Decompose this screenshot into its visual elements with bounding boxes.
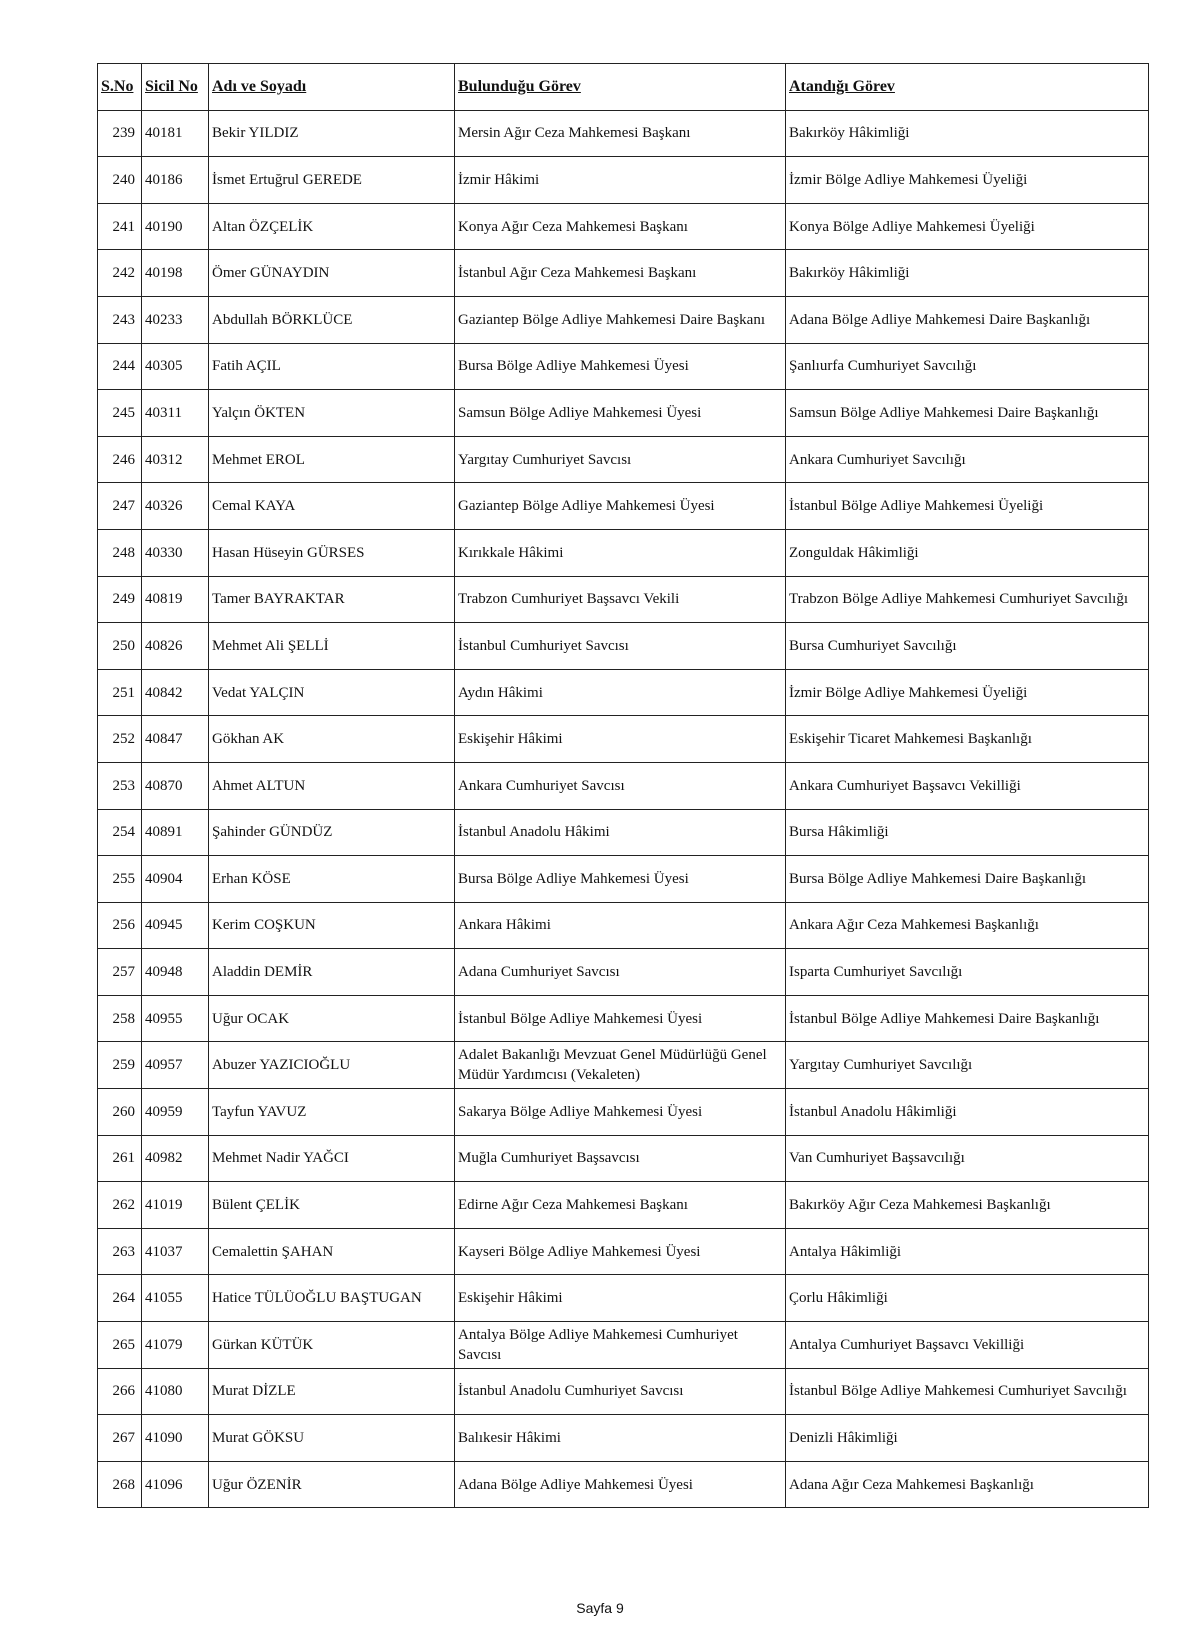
cell-sno: 266 [98,1368,142,1415]
cell-assigned-position: Eskişehir Ticaret Mahkemesi Başkanlığı [786,716,1149,763]
cell-sno: 258 [98,995,142,1042]
cell-current-position: İstanbul Cumhuriyet Savcısı [455,623,786,670]
cell-sicil-no: 41096 [142,1461,209,1508]
cell-sicil-no: 40190 [142,203,209,250]
cell-assigned-position: İzmir Bölge Adliye Mahkemesi Üyeliği [786,157,1149,204]
cell-name: Cemal KAYA [209,483,455,530]
cell-sicil-no: 40955 [142,995,209,1042]
cell-current-position: Konya Ağır Ceza Mahkemesi Başkanı [455,203,786,250]
cell-assigned-position: Trabzon Bölge Adliye Mahkemesi Cumhuriyet Savcılığı [786,576,1149,623]
cell-name: Mehmet EROL [209,436,455,483]
table-row [98,716,1149,763]
cell-sno: 255 [98,856,142,903]
cell-assigned-position: Çorlu Hâkimliği [786,1275,1149,1322]
cell-sno: 248 [98,529,142,576]
cell-name: Vedat YALÇIN [209,669,455,716]
table-row [98,995,1149,1042]
cell-assigned-position: Bursa Bölge Adliye Mahkemesi Daire Başkanlığı [786,856,1149,903]
table-row [98,1182,1149,1229]
cell-current-position: Balıkesir Hâkimi [455,1415,786,1462]
cell-current-position: Yargıtay Cumhuriyet Savcısı [455,436,786,483]
table-row [98,529,1149,576]
cell-name: Mehmet Ali ŞELLİ [209,623,455,670]
cell-assigned-position: Antalya Cumhuriyet Başsavcı Vekilliği [786,1322,1149,1369]
cell-sno: 265 [98,1322,142,1369]
cell-current-position: Trabzon Cumhuriyet Başsavcı Vekili [455,576,786,623]
cell-current-position: Ankara Cumhuriyet Savcısı [455,762,786,809]
assignment-table [97,63,1149,1508]
cell-current-position: Bursa Bölge Adliye Mahkemesi Üyesi [455,343,786,390]
cell-sicil-no: 40186 [142,157,209,204]
cell-assigned-position: Yargıtay Cumhuriyet Savcılığı [786,1042,1149,1089]
cell-sno: 256 [98,902,142,949]
cell-sicil-no: 41037 [142,1228,209,1275]
table-row [98,1461,1149,1508]
cell-name: Fatih AÇIL [209,343,455,390]
table-row [98,902,1149,949]
cell-assigned-position: Denizli Hâkimliği [786,1415,1149,1462]
table-row [98,949,1149,996]
table-row [98,1228,1149,1275]
cell-sicil-no: 41080 [142,1368,209,1415]
cell-sicil-no: 41019 [142,1182,209,1229]
cell-assigned-position: Adana Ağır Ceza Mahkemesi Başkanlığı [786,1461,1149,1508]
cell-sicil-no: 40819 [142,576,209,623]
cell-name: Abuzer YAZICIOĞLU [209,1042,455,1089]
cell-name: Cemalettin ŞAHAN [209,1228,455,1275]
cell-sno: 242 [98,250,142,297]
table-row [98,1415,1149,1462]
cell-name: Abdullah BÖRKLÜCE [209,296,455,343]
cell-assigned-position: Zonguldak Hâkimliği [786,529,1149,576]
cell-sicil-no: 41079 [142,1322,209,1369]
cell-assigned-position: İstanbul Anadolu Hâkimliği [786,1089,1149,1136]
cell-sicil-no: 40312 [142,436,209,483]
cell-sno: 250 [98,623,142,670]
column-header-assigned-position: Atandığı Görev [786,64,1149,111]
cell-sicil-no: 40305 [142,343,209,390]
table-row [98,483,1149,530]
cell-current-position: Kırıkkale Hâkimi [455,529,786,576]
cell-sno: 263 [98,1228,142,1275]
cell-current-position: Ankara Hâkimi [455,902,786,949]
cell-name: Aladdin DEMİR [209,949,455,996]
cell-name: Hatice TÜLÜOĞLU BAŞTUGAN [209,1275,455,1322]
cell-sicil-no: 40847 [142,716,209,763]
cell-current-position: Samsun Bölge Adliye Mahkemesi Üyesi [455,390,786,437]
cell-current-position: Gaziantep Bölge Adliye Mahkemesi Üyesi [455,483,786,530]
cell-sno: 268 [98,1461,142,1508]
cell-current-position: Muğla Cumhuriyet Başsavcısı [455,1135,786,1182]
cell-name: Altan ÖZÇELİK [209,203,455,250]
table-row [98,1275,1149,1322]
cell-sicil-no: 40198 [142,250,209,297]
table-row [98,296,1149,343]
cell-sicil-no: 40181 [142,110,209,157]
cell-current-position: Gaziantep Bölge Adliye Mahkemesi Daire Başkanı [455,296,786,343]
cell-assigned-position: Ankara Cumhuriyet Savcılığı [786,436,1149,483]
column-header-name: Adı ve Soyadı [209,64,455,111]
table-row [98,436,1149,483]
cell-assigned-position: Antalya Hâkimliği [786,1228,1149,1275]
cell-sno: 254 [98,809,142,856]
cell-name: Yalçın ÖKTEN [209,390,455,437]
cell-name: Bekir YILDIZ [209,110,455,157]
cell-name: Ömer GÜNAYDIN [209,250,455,297]
cell-assigned-position: Van Cumhuriyet Başsavcılığı [786,1135,1149,1182]
table-row [98,1042,1149,1089]
cell-sicil-no: 40870 [142,762,209,809]
cell-sno: 267 [98,1415,142,1462]
cell-assigned-position: İstanbul Bölge Adliye Mahkemesi Daire Başkanlığı [786,995,1149,1042]
cell-sicil-no: 40842 [142,669,209,716]
cell-assigned-position: Adana Bölge Adliye Mahkemesi Daire Başkanlığı [786,296,1149,343]
cell-name: Kerim COŞKUN [209,902,455,949]
cell-sicil-no: 40326 [142,483,209,530]
cell-sno: 259 [98,1042,142,1089]
table-row [98,1089,1149,1136]
column-header-current-position: Bulunduğu Görev [455,64,786,111]
cell-assigned-position: Bakırköy Hâkimliği [786,110,1149,157]
cell-name: Gökhan AK [209,716,455,763]
cell-assigned-position: İstanbul Bölge Adliye Mahkemesi Cumhuriyet Savcılığı [786,1368,1149,1415]
cell-sno: 239 [98,110,142,157]
cell-name: Tamer BAYRAKTAR [209,576,455,623]
cell-current-position: Mersin Ağır Ceza Mahkemesi Başkanı [455,110,786,157]
cell-name: Tayfun YAVUZ [209,1089,455,1136]
cell-name: Erhan KÖSE [209,856,455,903]
cell-current-position: Edirne Ağır Ceza Mahkemesi Başkanı [455,1182,786,1229]
cell-assigned-position: Konya Bölge Adliye Mahkemesi Üyeliği [786,203,1149,250]
table-row [98,157,1149,204]
cell-assigned-position: Samsun Bölge Adliye Mahkemesi Daire Başkanlığı [786,390,1149,437]
cell-current-position: İstanbul Ağır Ceza Mahkemesi Başkanı [455,250,786,297]
table-row [98,669,1149,716]
cell-sicil-no: 41090 [142,1415,209,1462]
cell-sno: 247 [98,483,142,530]
cell-sno: 262 [98,1182,142,1229]
cell-assigned-position: Bursa Cumhuriyet Savcılığı [786,623,1149,670]
cell-sno: 243 [98,296,142,343]
cell-assigned-position: Bursa Hâkimliği [786,809,1149,856]
cell-current-position: Adana Cumhuriyet Savcısı [455,949,786,996]
cell-name: Mehmet Nadir YAĞCI [209,1135,455,1182]
cell-sno: 241 [98,203,142,250]
cell-name: Uğur OCAK [209,995,455,1042]
cell-sno: 245 [98,390,142,437]
column-header-sicil-no: Sicil No [142,64,209,111]
cell-sno: 260 [98,1089,142,1136]
cell-assigned-position: Ankara Cumhuriyet Başsavcı Vekilliği [786,762,1149,809]
table-row [98,110,1149,157]
cell-sno: 257 [98,949,142,996]
table-row [98,623,1149,670]
cell-sicil-no: 40945 [142,902,209,949]
table-row [98,809,1149,856]
cell-assigned-position: İstanbul Bölge Adliye Mahkemesi Üyeliği [786,483,1149,530]
cell-sicil-no: 40959 [142,1089,209,1136]
cell-sno: 240 [98,157,142,204]
cell-assigned-position: Şanlıurfa Cumhuriyet Savcılığı [786,343,1149,390]
cell-current-position: Eskişehir Hâkimi [455,1275,786,1322]
cell-sno: 246 [98,436,142,483]
cell-assigned-position: Ankara Ağır Ceza Mahkemesi Başkanlığı [786,902,1149,949]
table-row [98,762,1149,809]
cell-assigned-position: Bakırköy Ağır Ceza Mahkemesi Başkanlığı [786,1182,1149,1229]
cell-current-position: İzmir Hâkimi [455,157,786,204]
table-row [98,1368,1149,1415]
table-row [98,576,1149,623]
table-row [98,343,1149,390]
cell-sicil-no: 40330 [142,529,209,576]
column-header-sno: S.No [98,64,142,111]
cell-name: İsmet Ertuğrul GEREDE [209,157,455,204]
cell-current-position: Aydın Hâkimi [455,669,786,716]
cell-name: Murat DİZLE [209,1368,455,1415]
cell-current-position: Eskişehir Hâkimi [455,716,786,763]
cell-sno: 264 [98,1275,142,1322]
cell-sicil-no: 40904 [142,856,209,903]
page-number: Sayfa 9 [576,1600,624,1616]
cell-sicil-no: 40826 [142,623,209,670]
cell-name: Gürkan KÜTÜK [209,1322,455,1369]
cell-current-position: Adana Bölge Adliye Mahkemesi Üyesi [455,1461,786,1508]
cell-assigned-position: Isparta Cumhuriyet Savcılığı [786,949,1149,996]
cell-sicil-no: 40982 [142,1135,209,1182]
cell-current-position: Adalet Bakanlığı Mevzuat Genel Müdürlüğü Genel Müdür Yardımcısı (Vekaleten) [455,1042,786,1089]
cell-sno: 244 [98,343,142,390]
cell-name: Hasan Hüseyin GÜRSES [209,529,455,576]
cell-name: Murat GÖKSU [209,1415,455,1462]
cell-sicil-no: 40948 [142,949,209,996]
cell-name: Uğur ÖZENİR [209,1461,455,1508]
cell-current-position: İstanbul Anadolu Hâkimi [455,809,786,856]
table-row [98,1135,1149,1182]
cell-sicil-no: 40233 [142,296,209,343]
cell-name: Bülent ÇELİK [209,1182,455,1229]
table-header-row [98,64,1149,111]
cell-sno: 253 [98,762,142,809]
cell-name: Ahmet ALTUN [209,762,455,809]
cell-current-position: Kayseri Bölge Adliye Mahkemesi Üyesi [455,1228,786,1275]
cell-sno: 251 [98,669,142,716]
cell-sno: 249 [98,576,142,623]
cell-assigned-position: Bakırköy Hâkimliği [786,250,1149,297]
cell-sicil-no: 41055 [142,1275,209,1322]
table-body [98,110,1149,1508]
table-row [98,203,1149,250]
table-row [98,250,1149,297]
cell-sicil-no: 40891 [142,809,209,856]
cell-assigned-position: İzmir Bölge Adliye Mahkemesi Üyeliği [786,669,1149,716]
cell-current-position: Antalya Bölge Adliye Mahkemesi Cumhuriyet Savcısı [455,1322,786,1369]
cell-sicil-no: 40957 [142,1042,209,1089]
cell-name: Şahinder GÜNDÜZ [209,809,455,856]
cell-sicil-no: 40311 [142,390,209,437]
cell-sno: 252 [98,716,142,763]
table-row [98,390,1149,437]
table-row [98,856,1149,903]
cell-current-position: Sakarya Bölge Adliye Mahkemesi Üyesi [455,1089,786,1136]
cell-current-position: İstanbul Anadolu Cumhuriyet Savcısı [455,1368,786,1415]
table-row [98,1322,1149,1369]
cell-current-position: İstanbul Bölge Adliye Mahkemesi Üyesi [455,995,786,1042]
cell-sno: 261 [98,1135,142,1182]
cell-current-position: Bursa Bölge Adliye Mahkemesi Üyesi [455,856,786,903]
